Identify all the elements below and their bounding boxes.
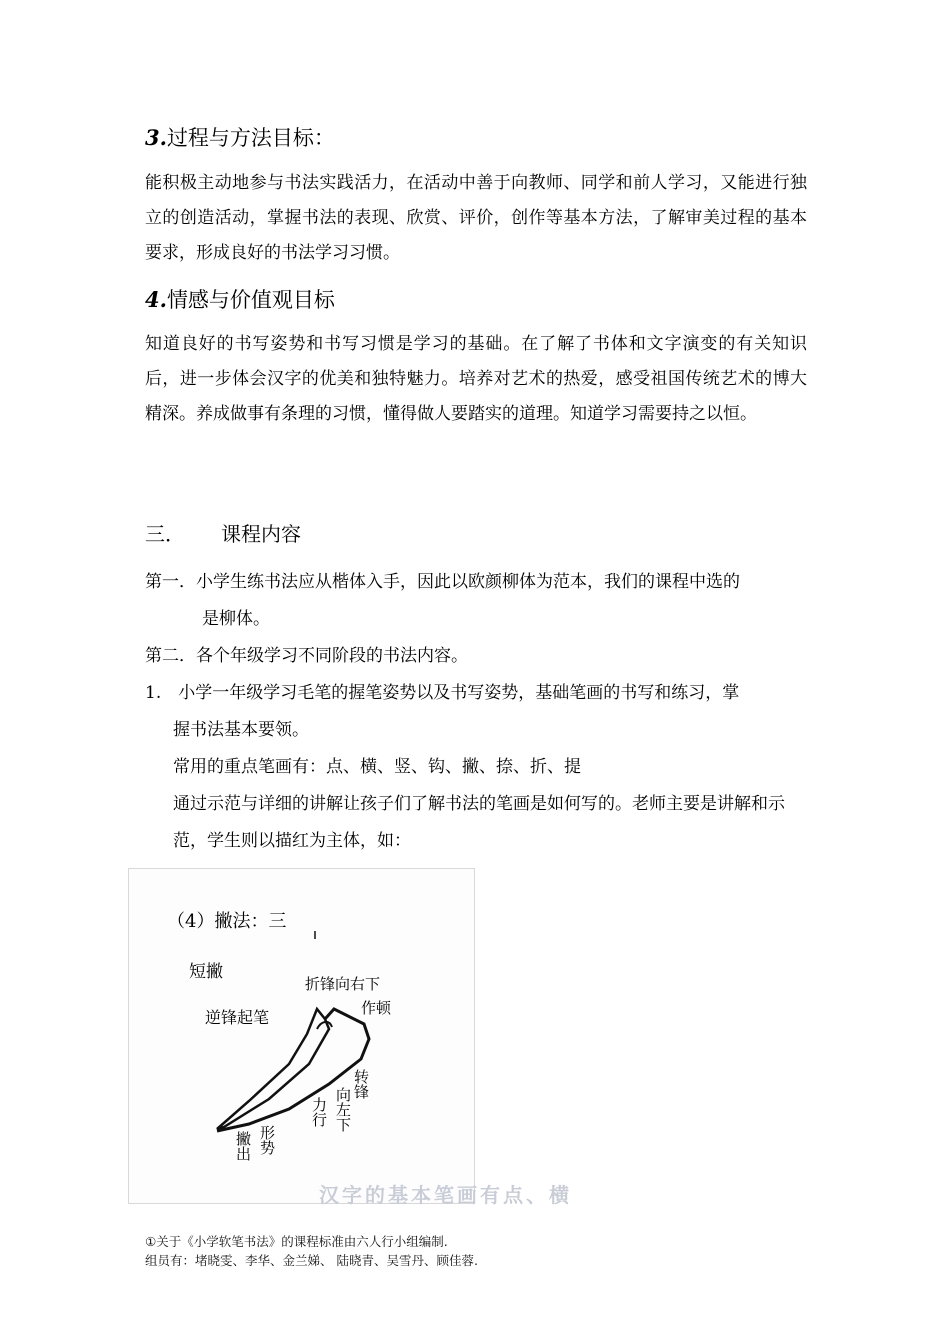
paragraph-values-goals: 知道良好的书写姿势和书写习惯是学习的基础。在了解了书体和文字演变的有关知识后，进一步体会汉字的优美和独特魅力。培养对艺术的热爱，感受祖国传统艺术的博大精深。养成做事有条理的习惯，懂得做人要踏实的道理。知道学习需要持之以恒。 <box>145 334 807 424</box>
list-item-first <box>145 564 807 638</box>
section-heading-content <box>145 518 301 547</box>
footnote-1: ①关于《小学软笔书法》的课程标准由六人行小组编制. <box>145 1234 448 1249</box>
section-heading-values <box>145 284 335 314</box>
list-item-second: 第二．各个年级学习不同阶段的书法内容。 <box>145 646 468 666</box>
section-number: 3. <box>145 125 167 150</box>
numbered-item-1 <box>145 675 807 749</box>
section-number: 三． <box>145 522 185 546</box>
list-item-line: 是柳体。 <box>202 609 270 629</box>
list-item-line: 第一．小学生练书法应从楷体入手，因此以欧颜柳体为范本，我们的课程中选的 <box>145 572 740 592</box>
label-force: 力行 <box>310 1097 328 1127</box>
figure-subheading: 短撇 <box>189 962 223 982</box>
section-title: 情感与价值观目标 <box>166 288 335 312</box>
label-turn-right: 折锋向右下 <box>305 975 381 993</box>
label-sweep-out: 撇出 <box>234 1131 252 1161</box>
numbered-item-line: 握书法基本要领。 <box>173 720 309 740</box>
section-title: 过程与方法目标： <box>166 126 335 150</box>
demo-paragraph: 通过示范与详细的讲解让孩子们了解书法的笔画是如何写的。老师主要是讲解和示范，学生则以描红为主体，如： <box>173 794 785 851</box>
paragraph-process-goals: 能积极主动地参与书法实践活力，在活动中善于向教师、同学和前人学习，又能进行独立的创造活动，掌握书法的表现、欣赏、评价，创作等基本方法，了解审美过程的基本要求，形成良好的书法学习习惯。 <box>145 173 807 263</box>
section-heading-process <box>145 122 335 152</box>
label-posture: 形势 <box>258 1125 276 1155</box>
figure-heading: （4）撇法：三 <box>167 911 287 932</box>
section-number: 4. <box>145 287 167 312</box>
label-to-lower-left: 向左下 <box>334 1087 352 1132</box>
footnote-2: 组员有：堵晓雯、李华、金兰娣、 陆晓青、吴雪丹、顾佳蓉. <box>145 1253 478 1268</box>
section-title: 课程内容 <box>221 522 301 546</box>
numbered-item-line: 1. 小学一年级学习毛笔的握笔姿势以及书写姿势，基础笔画的书写和练习，掌 <box>145 683 740 703</box>
label-pause: 作顿 <box>361 999 392 1017</box>
strokes-list: 常用的重点笔画有：点、横、竖、钩、撇、捺、折、提 <box>173 757 581 777</box>
figure-bottom-text: 汉字的基本笔画有点、横 <box>319 1183 572 1207</box>
calligraphy-stroke-figure <box>128 868 572 1207</box>
label-turn-brush: 转锋 <box>352 1069 370 1099</box>
label-start: 逆锋起笔 <box>205 1008 270 1027</box>
